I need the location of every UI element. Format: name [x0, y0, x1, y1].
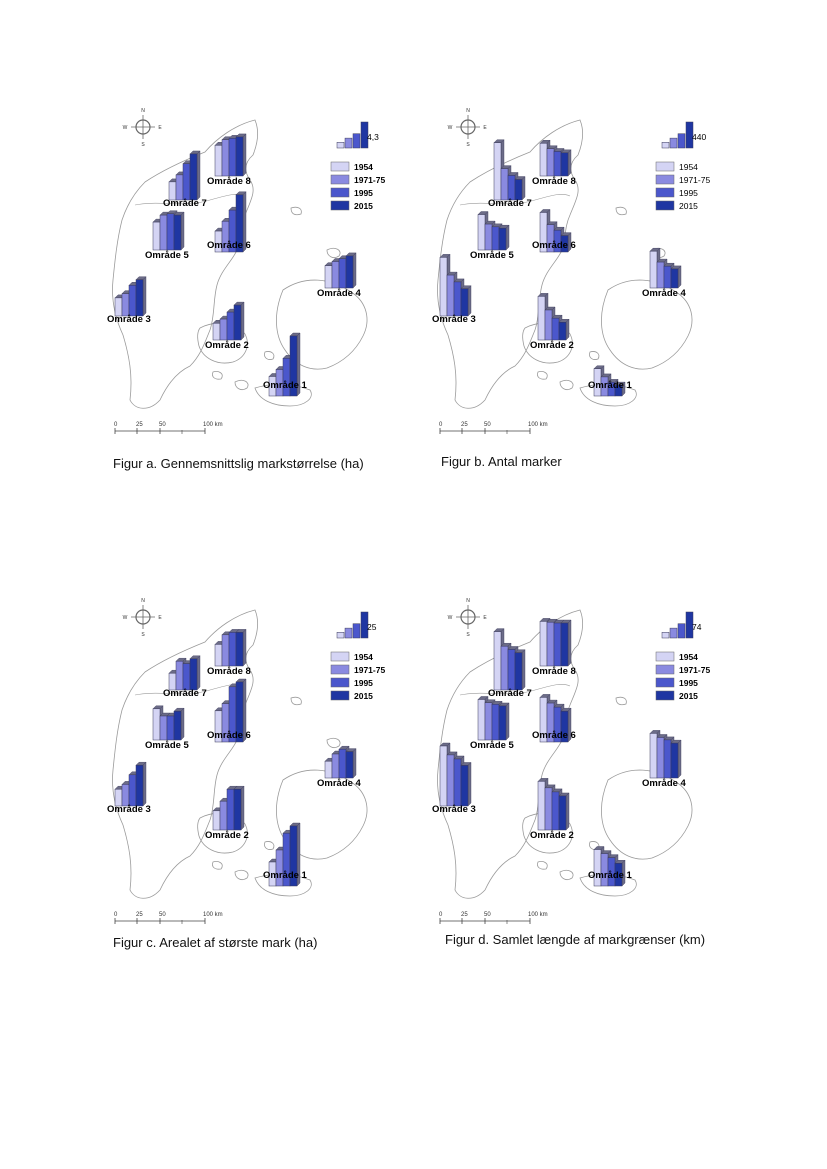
area-label-3: Område 3: [107, 314, 151, 325]
bar-area-8-2015: [236, 137, 243, 176]
bar-area-2-1995: [552, 318, 559, 340]
area-label-8: Område 8: [207, 666, 251, 677]
compass-e: E: [158, 615, 162, 621]
compass-w: W: [447, 125, 453, 131]
area-chart-5: [145, 706, 190, 751]
legend: [331, 612, 385, 701]
map-panel-c: [105, 590, 395, 925]
bar-area-3-2015: [461, 765, 468, 806]
bar-area-4-1954: [650, 733, 657, 778]
scale-label: 100 km: [203, 912, 223, 918]
area-chart-5: [145, 211, 190, 261]
bar-area-5-1971-75: [160, 716, 167, 740]
area-chart-8: [207, 134, 251, 187]
legend-label-1995: 1995: [679, 188, 698, 198]
legend-label-1995: 1995: [354, 678, 373, 688]
bar-area-4-1954: [325, 266, 332, 288]
legend-label-1971-75: 1971-75: [354, 665, 386, 675]
legend-label-1995: 1995: [679, 678, 698, 688]
bar-area-7-2015: [190, 659, 197, 690]
bar-area-5-2015-side: [181, 708, 184, 740]
bar-area-7-2015: [515, 180, 522, 200]
legend-label-2015: 2015: [679, 691, 698, 701]
compass-s: S: [141, 632, 145, 638]
bar-area-7-1971-75: [176, 661, 183, 690]
figure-caption-c: Figur c. Arealet af største mark (ha): [113, 935, 318, 950]
compass-icon: [123, 598, 163, 638]
bar-area-8-2015: [561, 623, 568, 666]
area-chart-3: [107, 762, 151, 815]
bar-area-4-1971-75: [657, 737, 664, 778]
bar-area-8-1995: [554, 623, 561, 666]
scale-label: 100 km: [203, 422, 223, 428]
scale-bar: [439, 912, 548, 924]
legend-max-value: 4,3: [367, 132, 379, 142]
compass-e: E: [483, 615, 487, 621]
bar-area-3-1954: [440, 257, 447, 316]
legend-max-value: 25: [367, 622, 377, 632]
scale-bar: [114, 422, 223, 434]
compass-s: S: [466, 142, 470, 148]
bar-area-5-2015: [174, 711, 181, 740]
compass-w: W: [122, 615, 128, 621]
legend-swatch-2015: [656, 201, 674, 210]
bar-area-4-2015-side: [353, 749, 356, 778]
legend-mini-bar: [345, 628, 352, 638]
legend-mini-bar: [345, 138, 352, 148]
legend: [656, 612, 710, 701]
area-label-1: Område 1: [263, 870, 307, 881]
area-chart-2: [530, 778, 574, 841]
legend-swatch-1995: [331, 678, 349, 687]
map-a-svg: [105, 100, 395, 435]
area-chart-5: [470, 696, 515, 751]
area-label-5: Område 5: [145, 250, 189, 261]
legend-label-1995: 1995: [354, 188, 373, 198]
bar-area-8-1995: [229, 138, 236, 176]
compass-icon: [448, 598, 488, 638]
legend-label-1971-75: 1971-75: [679, 665, 711, 675]
bar-area-7-1954: [494, 632, 501, 690]
area-label-4: Område 4: [317, 778, 361, 789]
area-label-8: Område 8: [532, 666, 576, 677]
coastline-path: [212, 371, 222, 379]
scale-label: 0: [439, 422, 443, 428]
bar-area-4-1954: [325, 761, 332, 778]
bar-area-2-1954: [538, 781, 545, 830]
area-chart-2: [205, 302, 249, 351]
bar-area-8-1954: [540, 621, 547, 666]
bar-area-3-1971-75: [447, 755, 454, 806]
bar-area-2-1995: [227, 789, 234, 830]
bar-area-3-2015-side: [143, 762, 146, 806]
coastline-path: [616, 207, 626, 215]
legend-swatch-1995: [656, 678, 674, 687]
coastline-path: [327, 248, 340, 257]
map-panel-d: [430, 590, 720, 925]
legend-swatch-1971-75: [656, 665, 674, 674]
bar-area-7-2015-side: [522, 177, 525, 200]
bar-area-8-1971-75: [547, 622, 554, 666]
area-chart-5: [470, 212, 515, 261]
bar-area-7-1995: [183, 164, 190, 200]
bar-area-2-2015: [559, 322, 566, 340]
scale-label: 0: [114, 912, 118, 918]
bar-area-2-1971-75: [545, 310, 552, 340]
area-label-1: Område 1: [588, 380, 632, 391]
scale-label: 100 km: [528, 912, 548, 918]
bar-area-4-2015: [671, 269, 678, 288]
coastline-path: [235, 380, 248, 389]
bar-area-2-2015: [234, 305, 241, 340]
map-c-svg: [105, 590, 395, 925]
area-label-7: Område 7: [488, 688, 532, 699]
scale-label: 50: [484, 422, 491, 428]
bar-area-7-1971-75: [176, 175, 183, 200]
legend-label-1954: 1954: [354, 162, 373, 172]
bar-area-5-2015-side: [506, 225, 509, 250]
bar-area-5-1954: [153, 709, 160, 740]
legend-swatch-1954: [331, 652, 349, 661]
legend-mini-bar: [670, 138, 677, 148]
bar-area-8-1971-75: [222, 635, 229, 666]
scale-label: 50: [159, 912, 166, 918]
area-label-2: Område 2: [205, 830, 249, 841]
legend-mini-bar: [337, 632, 344, 638]
bar-area-7-2015-side: [197, 656, 200, 690]
coastline-path: [291, 207, 301, 215]
bar-area-7-1954: [494, 143, 501, 200]
bar-area-5-2015-side: [181, 212, 184, 250]
bar-area-5-1995: [492, 227, 499, 250]
compass-icon: [448, 108, 488, 148]
bar-area-3-2015-side: [468, 762, 471, 806]
bar-area-5-1971-75: [485, 703, 492, 740]
bar-area-5-2015-side: [506, 703, 509, 740]
map-panel-b: [430, 100, 720, 435]
area-label-3: Område 3: [432, 804, 476, 815]
area-chart-4: [317, 253, 362, 299]
coastline-path: [537, 371, 547, 379]
area-label-8: Område 8: [207, 176, 251, 187]
bar-area-7-1995: [508, 175, 515, 200]
figure-caption-a: Figur a. Gennemsnittslig markstørrelse (ha): [113, 456, 364, 471]
legend-swatch-2015: [331, 691, 349, 700]
bar-area-4-1971-75: [332, 754, 339, 778]
bar-area-2-2015-side: [566, 793, 569, 830]
area-label-2: Område 2: [530, 830, 574, 841]
coastline-path: [212, 861, 222, 869]
area-chart-8: [532, 618, 576, 677]
bar-area-3-2015: [136, 765, 143, 806]
area-label-2: Område 2: [205, 340, 249, 351]
bar-area-4-1995: [339, 749, 346, 778]
bar-area-2-1954: [213, 323, 220, 340]
legend-swatch-2015: [331, 201, 349, 210]
bar-area-3-2015-side: [468, 286, 471, 316]
coastline-path: [560, 870, 573, 879]
legend-swatch-1954: [656, 652, 674, 661]
bar-area-3-2015: [136, 280, 143, 316]
bar-area-4-1995: [664, 266, 671, 288]
legend-label-1954: 1954: [679, 652, 698, 662]
bar-area-5-2015: [174, 215, 181, 250]
compass-w: W: [447, 615, 453, 621]
bar-area-5-1995: [167, 716, 174, 740]
legend-label-2015: 2015: [679, 201, 698, 211]
area-chart-1: [588, 847, 633, 886]
bar-area-5-1954: [478, 699, 485, 740]
coastline-path: [264, 841, 273, 849]
legend-max-value: 440: [692, 132, 707, 142]
bar-area-2-1971-75: [545, 788, 552, 830]
compass-s: S: [466, 632, 470, 638]
bar-area-5-2015: [499, 228, 506, 250]
legend: [656, 122, 710, 211]
legend-mini-bar: [337, 142, 344, 148]
legend-mini-bar: [353, 624, 360, 638]
compass-w: W: [122, 125, 128, 131]
bar-area-8-2015-side: [243, 134, 246, 176]
figure-caption-d: Figur d. Samlet længde af markgrænser (km): [445, 932, 706, 947]
scale-label: 0: [439, 912, 443, 918]
bar-area-5-1995: [492, 704, 499, 740]
figure-caption-b: Figur b. Antal marker: [441, 454, 562, 469]
area-chart-4: [317, 746, 362, 789]
area-label-7: Område 7: [163, 198, 207, 209]
bar-area-4-1971-75: [657, 262, 664, 288]
bar-area-2-2015-side: [241, 302, 244, 340]
scale-label: 25: [461, 912, 468, 918]
bar-area-3-1971-75: [447, 275, 454, 316]
coastline-path: [537, 861, 547, 869]
legend-swatch-2015: [656, 691, 674, 700]
bar-area-8-1954: [215, 644, 222, 666]
legend-label-2015: 2015: [354, 691, 373, 701]
bar-area-2-1971-75: [220, 801, 227, 830]
coastline-path: [616, 697, 626, 705]
bar-area-2-1971-75: [220, 319, 227, 340]
coastline-path: [291, 697, 301, 705]
legend-label-1971-75: 1971-75: [679, 175, 711, 185]
legend-label-1954: 1954: [354, 652, 373, 662]
bar-area-3-1995: [454, 759, 461, 806]
bar-area-3-1995: [129, 285, 136, 316]
scale-label: 0: [114, 422, 118, 428]
bar-area-5-2015: [499, 706, 506, 740]
area-label-1: Område 1: [588, 870, 632, 881]
bar-area-8-2015-side: [243, 629, 246, 666]
bar-area-4-1954: [650, 251, 657, 288]
bar-area-7-1995: [183, 664, 190, 690]
area-chart-3: [107, 277, 151, 325]
compass-icon: [123, 108, 163, 148]
bar-area-2-1995: [552, 792, 559, 830]
bar-area-2-2015-side: [566, 319, 569, 340]
bar-area-4-1971-75: [332, 261, 339, 288]
area-label-5: Område 5: [145, 740, 189, 751]
scale-label: 25: [136, 422, 143, 428]
bar-area-3-2015: [461, 289, 468, 316]
scale-label: 25: [136, 912, 143, 918]
bar-area-8-1995: [554, 151, 561, 176]
bar-area-4-2015-side: [678, 266, 681, 288]
scale-label: 50: [484, 912, 491, 918]
legend-swatch-1995: [331, 188, 349, 197]
compass-e: E: [158, 125, 162, 131]
coastline-path: [560, 380, 573, 389]
legend-label-2015: 2015: [354, 201, 373, 211]
bar-area-2-1954: [213, 811, 220, 830]
bar-area-4-1995: [339, 259, 346, 288]
legend-mini-bar: [678, 134, 685, 148]
area-label-6: Område 6: [207, 240, 251, 251]
legend-mini-bar: [662, 142, 669, 148]
map-b-svg: [430, 100, 720, 435]
bar-area-4-1995: [664, 740, 671, 778]
bar-area-4-2015: [671, 743, 678, 778]
bar-area-4-2015-side: [678, 740, 681, 778]
area-label-5: Område 5: [470, 740, 514, 751]
bar-area-2-1954: [538, 296, 545, 340]
scale-bar: [114, 912, 223, 924]
area-label-6: Område 6: [532, 730, 576, 741]
area-chart-6: [207, 679, 251, 742]
map-d-svg: [430, 590, 720, 925]
legend-mini-bar: [662, 632, 669, 638]
legend-mini-bar: [670, 628, 677, 638]
legend-label-1954: 1954: [679, 162, 698, 172]
area-label-1: Område 1: [263, 380, 307, 391]
legend-label-1971-75: 1971-75: [354, 175, 386, 185]
bar-area-5-1954: [478, 215, 485, 250]
bar-area-4-2015: [346, 752, 353, 778]
compass-n: N: [141, 598, 145, 604]
bar-area-2-1995: [227, 312, 234, 340]
legend-max-value: 74: [692, 622, 702, 632]
compass-n: N: [141, 108, 145, 114]
area-label-4: Område 4: [317, 288, 361, 299]
legend-mini-bar: [353, 134, 360, 148]
area-label-6: Område 6: [207, 730, 251, 741]
area-label-8: Område 8: [532, 176, 576, 187]
area-chart-8: [207, 629, 251, 677]
area-label-2: Område 2: [530, 340, 574, 351]
area-label-3: Område 3: [432, 314, 476, 325]
area-label-4: Område 4: [642, 778, 686, 789]
legend-mini-bar: [678, 624, 685, 638]
bar-area-3-1954: [440, 746, 447, 806]
legend: [331, 122, 385, 211]
legend-swatch-1971-75: [331, 665, 349, 674]
area-label-3: Område 3: [107, 804, 151, 815]
bar-area-8-2015: [236, 632, 243, 666]
bar-area-8-1954: [215, 145, 222, 176]
area-label-4: Område 4: [642, 288, 686, 299]
bar-area-8-1971-75: [547, 149, 554, 176]
coastline-path: [235, 870, 248, 879]
area-chart-3: [432, 254, 476, 325]
bar-area-7-2015-side: [522, 650, 525, 690]
bar-area-3-1971-75: [122, 294, 129, 316]
bar-area-7-1971-75: [501, 169, 508, 200]
area-chart-3: [432, 743, 476, 815]
bar-area-3-1995: [129, 775, 136, 806]
area-label-7: Område 7: [488, 198, 532, 209]
area-chart-6: [532, 694, 576, 742]
scale-label: 50: [159, 422, 166, 428]
area-label-6: Område 6: [532, 240, 576, 251]
bar-area-2-2015: [234, 789, 241, 830]
scale-label: 100 km: [528, 422, 548, 428]
area-chart-4: [642, 730, 687, 789]
bar-area-2-2015: [559, 796, 566, 830]
compass-n: N: [466, 108, 470, 114]
bar-area-5-1971-75: [160, 215, 167, 250]
legend-swatch-1971-75: [331, 175, 349, 184]
bar-area-8-2015: [561, 153, 568, 176]
bar-area-8-1971-75: [222, 140, 229, 176]
bar-area-8-2015-side: [568, 150, 571, 176]
legend-swatch-1954: [656, 162, 674, 171]
bar-area-3-2015-side: [143, 277, 146, 316]
map-panel-a: [105, 100, 395, 435]
area-chart-6: [207, 192, 251, 252]
bar-area-5-1954: [153, 222, 160, 250]
area-chart-1: [588, 366, 633, 396]
scale-label: 25: [461, 422, 468, 428]
scale-bar: [439, 422, 548, 434]
bar-area-7-1995: [508, 649, 515, 690]
coastline-path: [264, 351, 273, 359]
bar-area-3-1971-75: [122, 784, 129, 806]
legend-swatch-1995: [656, 188, 674, 197]
coastline-path: [589, 351, 598, 359]
legend-swatch-1971-75: [656, 175, 674, 184]
area-chart-7: [488, 629, 532, 699]
bar-area-7-2015-side: [197, 151, 200, 200]
area-chart-7: [163, 656, 207, 699]
bar-area-5-1971-75: [485, 224, 492, 250]
bar-area-2-2015-side: [241, 786, 244, 830]
area-chart-7: [488, 140, 532, 209]
area-label-5: Område 5: [470, 250, 514, 261]
compass-s: S: [141, 142, 145, 148]
bar-area-8-2015-side: [568, 620, 571, 666]
compass-n: N: [466, 598, 470, 604]
compass-e: E: [483, 125, 487, 131]
bar-area-5-1995: [167, 214, 174, 250]
bar-area-4-2015: [346, 256, 353, 288]
coastline-path: [327, 738, 340, 747]
bar-area-8-1954: [540, 143, 547, 176]
legend-swatch-1954: [331, 162, 349, 171]
bar-area-8-1995: [229, 632, 236, 666]
bar-area-7-2015: [515, 653, 522, 690]
bar-area-7-1971-75: [501, 646, 508, 690]
bar-area-4-2015-side: [353, 253, 356, 288]
area-label-7: Område 7: [163, 688, 207, 699]
area-chart-7: [163, 151, 207, 209]
area-chart-8: [532, 140, 576, 187]
bar-area-7-2015: [190, 154, 197, 200]
bar-area-3-1995: [454, 282, 461, 316]
